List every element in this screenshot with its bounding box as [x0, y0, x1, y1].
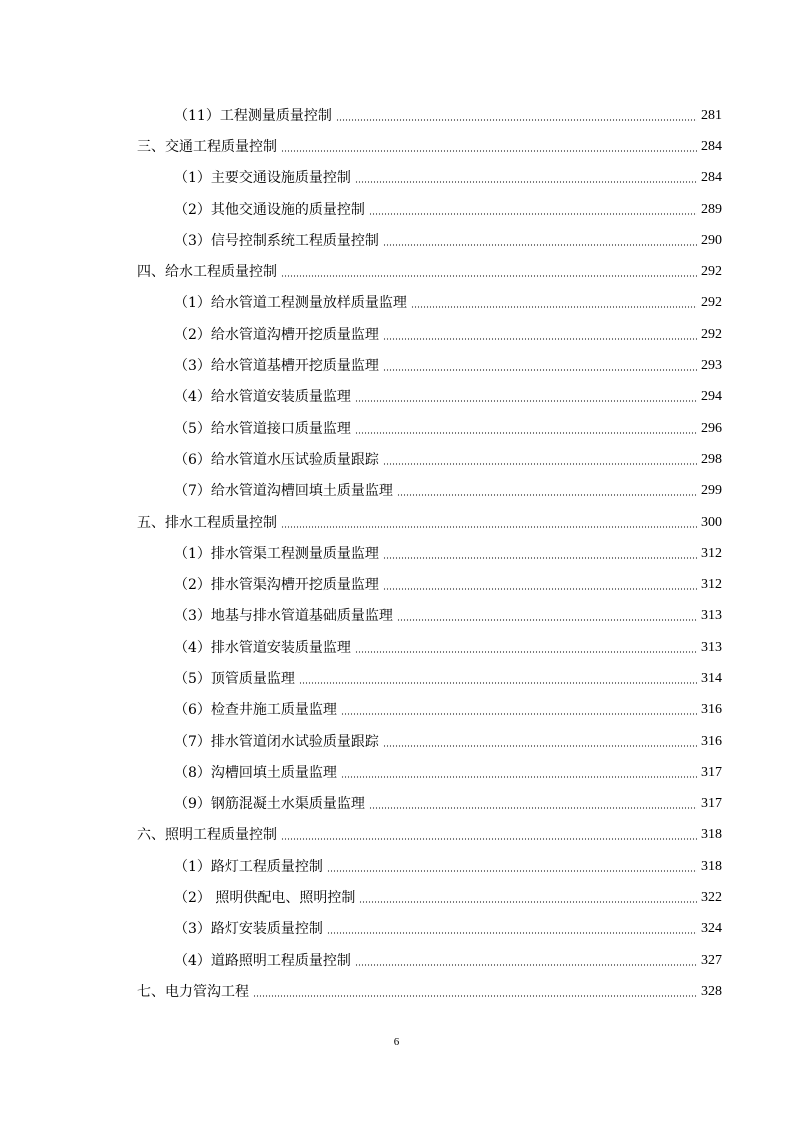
- toc-entry[interactable]: [137, 757, 722, 788]
- toc-entry-page: 322: [701, 890, 722, 906]
- dot-leader: [383, 745, 697, 747]
- toc-entry-page: 314: [701, 670, 722, 686]
- dot-leader: [383, 338, 697, 340]
- toc-entry-title: （9）钢筋混凝土水渠质量监理: [174, 796, 365, 813]
- toc-entry-page: 296: [701, 420, 722, 436]
- toc-entry-page: 317: [701, 764, 722, 780]
- dot-leader: [253, 995, 697, 997]
- toc-entry-page: 327: [701, 952, 722, 968]
- toc-entry[interactable]: [137, 663, 722, 694]
- toc-entry-page: 292: [701, 264, 722, 280]
- toc-entry[interactable]: [137, 225, 722, 256]
- toc-entry-page: 313: [701, 608, 722, 624]
- dot-leader: [281, 526, 697, 528]
- toc-entry-title: （7）给水管道沟槽回填土质量监理: [174, 483, 393, 500]
- toc-entry-title: （1）排水管渠工程测量质量监理: [174, 545, 379, 562]
- toc-entry[interactable]: [137, 789, 722, 820]
- toc-entry-title: 六、照明工程质量控制: [137, 827, 277, 844]
- toc-entry-title: （6）检查井施工质量监理: [174, 702, 337, 719]
- toc-entry-title: 四、给水工程质量控制: [137, 264, 277, 281]
- toc-entry[interactable]: [137, 726, 722, 757]
- dot-leader: [383, 244, 697, 246]
- dot-leader: [355, 432, 697, 434]
- toc-entry-title: （7）排水管道闭水试验质量跟踪: [174, 733, 379, 750]
- toc-entry-page: 290: [701, 232, 722, 248]
- toc-entry-title: （1）主要交通设施质量控制: [174, 170, 351, 187]
- toc-entry[interactable]: [137, 569, 722, 600]
- toc-entry-title: （3）给水管道基槽开挖质量监理: [174, 358, 379, 375]
- toc-entry-page: 293: [701, 358, 722, 374]
- toc-entry-title: （3）路灯安装质量控制: [174, 921, 323, 938]
- toc-entry-page: 299: [701, 483, 722, 499]
- dot-leader: [383, 557, 697, 559]
- toc-entry-page: 316: [701, 733, 722, 749]
- toc-entry-page: 318: [701, 858, 722, 874]
- dot-leader: [383, 369, 697, 371]
- toc-entry-title: （11）工程测量质量控制: [174, 107, 332, 124]
- toc-entry-page: 318: [701, 827, 722, 843]
- toc-entry-title: 五、排水工程质量控制: [137, 514, 277, 531]
- dot-leader: [383, 588, 697, 590]
- page-number: 6: [393, 1036, 400, 1048]
- toc-entry[interactable]: [137, 413, 722, 444]
- dot-leader: [281, 275, 697, 277]
- toc-entry[interactable]: [137, 538, 722, 569]
- toc-entry-title: （5）顶管质量监理: [174, 670, 295, 687]
- toc-entry-page: 313: [701, 639, 722, 655]
- dot-leader: [299, 682, 697, 684]
- toc-entry[interactable]: [137, 507, 722, 538]
- toc-entry-title: （2）给水管道沟槽开挖质量监理: [174, 326, 379, 343]
- toc-entry-title: （2）其他交通设施的质量控制: [174, 201, 365, 218]
- toc-entry-page: 298: [701, 451, 722, 467]
- toc-entry[interactable]: [137, 163, 722, 194]
- toc-entry[interactable]: [137, 256, 722, 287]
- toc-entry[interactable]: [137, 319, 722, 350]
- toc-entry-page: 312: [701, 577, 722, 593]
- toc-entry-title: （6）给水管道水压试验质量跟踪: [174, 451, 379, 468]
- toc-entry-title: 七、电力管沟工程: [137, 983, 249, 1000]
- toc-entry[interactable]: [137, 288, 722, 319]
- dot-leader: [383, 463, 697, 465]
- toc-entry[interactable]: [137, 382, 722, 413]
- toc-entry[interactable]: [137, 632, 722, 663]
- toc-entry[interactable]: [137, 194, 722, 225]
- toc-entry[interactable]: [137, 976, 722, 1007]
- toc-entry-page: 317: [701, 796, 722, 812]
- toc-entry-page: 294: [701, 389, 722, 405]
- dot-leader: [341, 713, 697, 715]
- toc-entry-page: 300: [701, 514, 722, 530]
- dot-leader: [355, 400, 697, 402]
- dot-leader: [281, 150, 697, 152]
- toc-entry-page: 284: [701, 138, 722, 154]
- toc-entry-title: （1）给水管道工程测量放样质量监理: [174, 295, 407, 312]
- toc-entry[interactable]: [137, 695, 722, 726]
- toc-entry[interactable]: [137, 131, 722, 162]
- toc-entry-page: 312: [701, 545, 722, 561]
- toc-entry-page: 292: [701, 295, 722, 311]
- toc-entry[interactable]: [137, 882, 722, 913]
- toc-entry[interactable]: [137, 350, 722, 381]
- toc-entry[interactable]: [137, 851, 722, 882]
- dot-leader: [336, 119, 697, 121]
- toc-entry[interactable]: [137, 820, 722, 851]
- toc-entry-page: 316: [701, 702, 722, 718]
- dot-leader: [411, 306, 697, 308]
- toc-entry-title: （4）排水管道安装质量监理: [174, 639, 351, 656]
- toc-entry[interactable]: [137, 914, 722, 945]
- toc-entry-page: 292: [701, 326, 722, 342]
- dot-leader: [359, 901, 697, 903]
- toc-entry-title: （1）路灯工程质量控制: [174, 858, 323, 875]
- dot-leader: [397, 494, 697, 496]
- toc-entry[interactable]: [137, 100, 722, 131]
- toc-entry[interactable]: [137, 476, 722, 507]
- dot-leader: [369, 213, 697, 215]
- toc-entry-title: 三、交通工程质量控制: [137, 138, 277, 155]
- dot-leader: [327, 870, 697, 872]
- toc-entry-page: 281: [701, 107, 722, 123]
- table-of-contents: [137, 100, 722, 1008]
- toc-entry-title: （2）排水管渠沟槽开挖质量监理: [174, 577, 379, 594]
- toc-entry-page: 328: [701, 983, 722, 999]
- dot-leader: [281, 838, 697, 840]
- toc-entry-page: 324: [701, 921, 722, 937]
- toc-entry-title: （3）地基与排水管道基础质量监理: [174, 608, 393, 625]
- dot-leader: [369, 807, 697, 809]
- toc-entry-page: 289: [701, 201, 722, 217]
- toc-entry-title: （4）给水管道安装质量监理: [174, 389, 351, 406]
- toc-entry-title: （3）信号控制系统工程质量控制: [174, 232, 379, 249]
- toc-entry[interactable]: [137, 444, 722, 475]
- dot-leader: [355, 964, 697, 966]
- dot-leader: [341, 776, 697, 778]
- toc-entry-title: （5）给水管道接口质量监理: [174, 420, 351, 437]
- dot-leader: [355, 651, 697, 653]
- toc-entry[interactable]: [137, 601, 722, 632]
- toc-entry-title: （2） 照明供配电、照明控制: [174, 890, 356, 907]
- dot-leader: [355, 181, 697, 183]
- toc-entry[interactable]: [137, 945, 722, 976]
- toc-entry-title: （4）道路照明工程质量控制: [174, 952, 351, 969]
- toc-entry-page: 284: [701, 170, 722, 186]
- toc-entry-title: （8）沟槽回填土质量监理: [174, 764, 337, 781]
- dot-leader: [397, 619, 697, 621]
- dot-leader: [327, 932, 697, 934]
